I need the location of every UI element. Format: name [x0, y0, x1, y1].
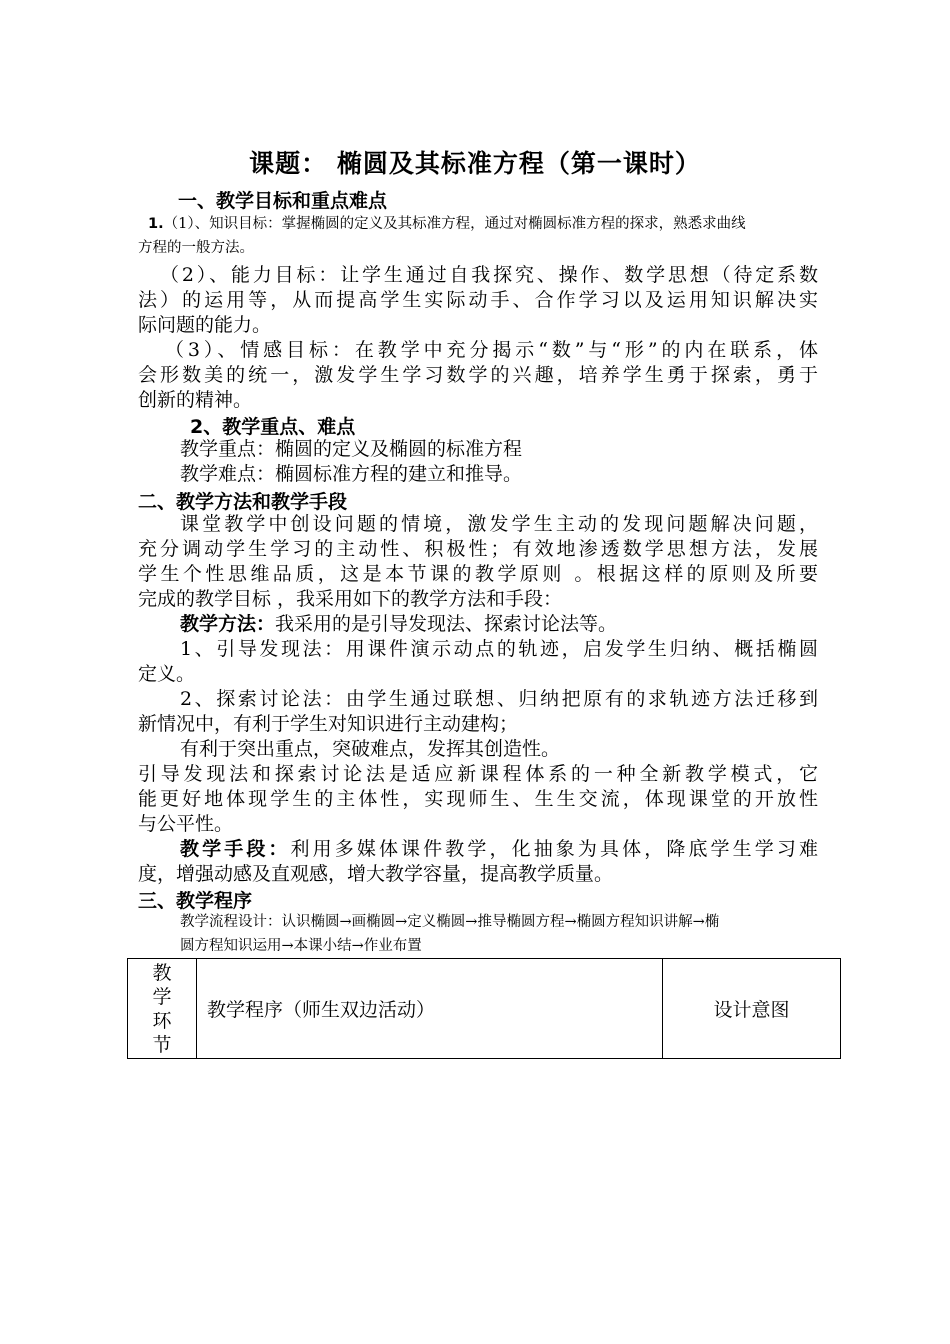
- method-2-line-1: 2、探索讨论法：由学生通过联想、归纳把原有的求轨迹方法迁移到: [180, 688, 818, 710]
- teaching-stage-cell: [128, 959, 197, 1059]
- method-paragraph-line-2: 充分调动学生学习的主动性、积极性；有效地渗透数学思想方法，发展: [138, 538, 818, 560]
- table-row: [128, 959, 841, 1059]
- objective-3-line-1: （3）、情感目标：在教学中充分揭示“数”与“形”的内在联系，体: [165, 339, 818, 361]
- section-2-heading: 二、教学方法和教学手段: [138, 491, 348, 513]
- section-1-heading: 一、教学目标和重点难点: [178, 190, 388, 212]
- method-paragraph-line-3: 学生个性思维品质，这是本节课的教学原则 。根据这样的原则及所要: [138, 563, 818, 585]
- objective-3-line-2: 会形数美的统一，激发学生学习数学的兴趣，培养学生勇于探索，勇于: [138, 364, 818, 386]
- teaching-means-line-2: 度，增强动感及直观感，增大教学容量，提高教学质量。: [138, 863, 614, 885]
- method-2-line-3: 有利于突出重点，突破难点，发挥其创造性。: [180, 738, 561, 760]
- method-1-line-2: 定义。: [138, 663, 196, 685]
- page-title: 课题： 椭圆及其标准方程（第一课时）: [249, 149, 701, 178]
- teaching-flow-line-2: 圆方程知识运用→本课小结→作业布置: [180, 938, 422, 954]
- objective-1-number: 1.: [148, 216, 164, 232]
- objective-3-line-3: 创新的精神。: [138, 389, 253, 411]
- teaching-flow-line-1: 教学流程设计：认识椭圆→画椭圆→定义椭圆→推导椭圆方程→椭圆方程知识讲解→椭: [180, 914, 720, 930]
- stage-char: 学: [152, 985, 172, 1008]
- objective-2-line-2: 法）的运用等，从而提高学生实际动手、合作学习以及运用知识解决实: [138, 289, 818, 311]
- difficult-point: 教学难点：椭圆标准方程的建立和推导。: [180, 463, 523, 485]
- stage-char: 环: [152, 1009, 172, 1032]
- teaching-means-label: 教学手段：: [180, 838, 291, 860]
- method-paragraph-line-1: 课堂教学中创设问题的情境，激发学生主动的发现问题解决问题，: [180, 513, 818, 535]
- key-point: 教学重点：椭圆的定义及椭圆的标准方程: [180, 438, 523, 460]
- mode-paragraph-line-1: 引导发现法和探索讨论法是适应新课程体系的一种全新教学模式，它: [138, 763, 818, 785]
- objective-2-line-1: （2）、能力目标：让学生通过自我探究、操作、数学思想（待定系数: [160, 264, 818, 286]
- method-1-line-1: 1、引导发现法：用课件演示动点的轨迹，启发学生归纳、概括椭圆: [180, 638, 818, 660]
- section-3-heading: 三、教学程序: [138, 890, 253, 912]
- mode-paragraph-line-3: 与公平性。: [138, 813, 234, 835]
- teaching-program-table: [127, 958, 841, 1059]
- stage-char: 节: [152, 1033, 172, 1056]
- objective-1-line-1: [148, 214, 818, 234]
- teaching-methods-text: 我采用的是引导发现法、探索讨论法等。: [275, 613, 618, 635]
- objective-2-line-3: 际问题的能力。: [138, 314, 272, 336]
- teaching-means-line-1: [180, 837, 818, 861]
- teaching-means-text: 利用多媒体课件教学，化抽象为具体，降底学生学习难: [290, 838, 818, 860]
- teaching-methods-label: 教学方法：: [180, 613, 276, 635]
- teaching-procedure-cell: 教学程序（师生双边活动）: [197, 959, 663, 1059]
- design-intent-cell: 设计意图: [663, 959, 841, 1059]
- subsection-2-heading: 2、教学重点、难点: [190, 416, 356, 438]
- stage-char: 教: [152, 961, 172, 984]
- method-paragraph-line-4: 完成的教学目标 ，我采用如下的教学方法和手段：: [138, 588, 563, 610]
- teaching-methods-line: [180, 612, 818, 636]
- method-2-line-2: 新情况中，有利于学生对知识进行主动建构；: [138, 713, 519, 735]
- mode-paragraph-line-2: 能更好地体现学生的主体性，实现师生、生生交流，体现课堂的开放性: [138, 788, 818, 810]
- objective-1-text: （1）、知识目标：掌握椭圆的定义及其标准方程，通过对椭圆标准方程的探求，熟悉求曲线: [163, 216, 746, 232]
- objective-1-line-2: 方程的一般方法。: [138, 240, 254, 256]
